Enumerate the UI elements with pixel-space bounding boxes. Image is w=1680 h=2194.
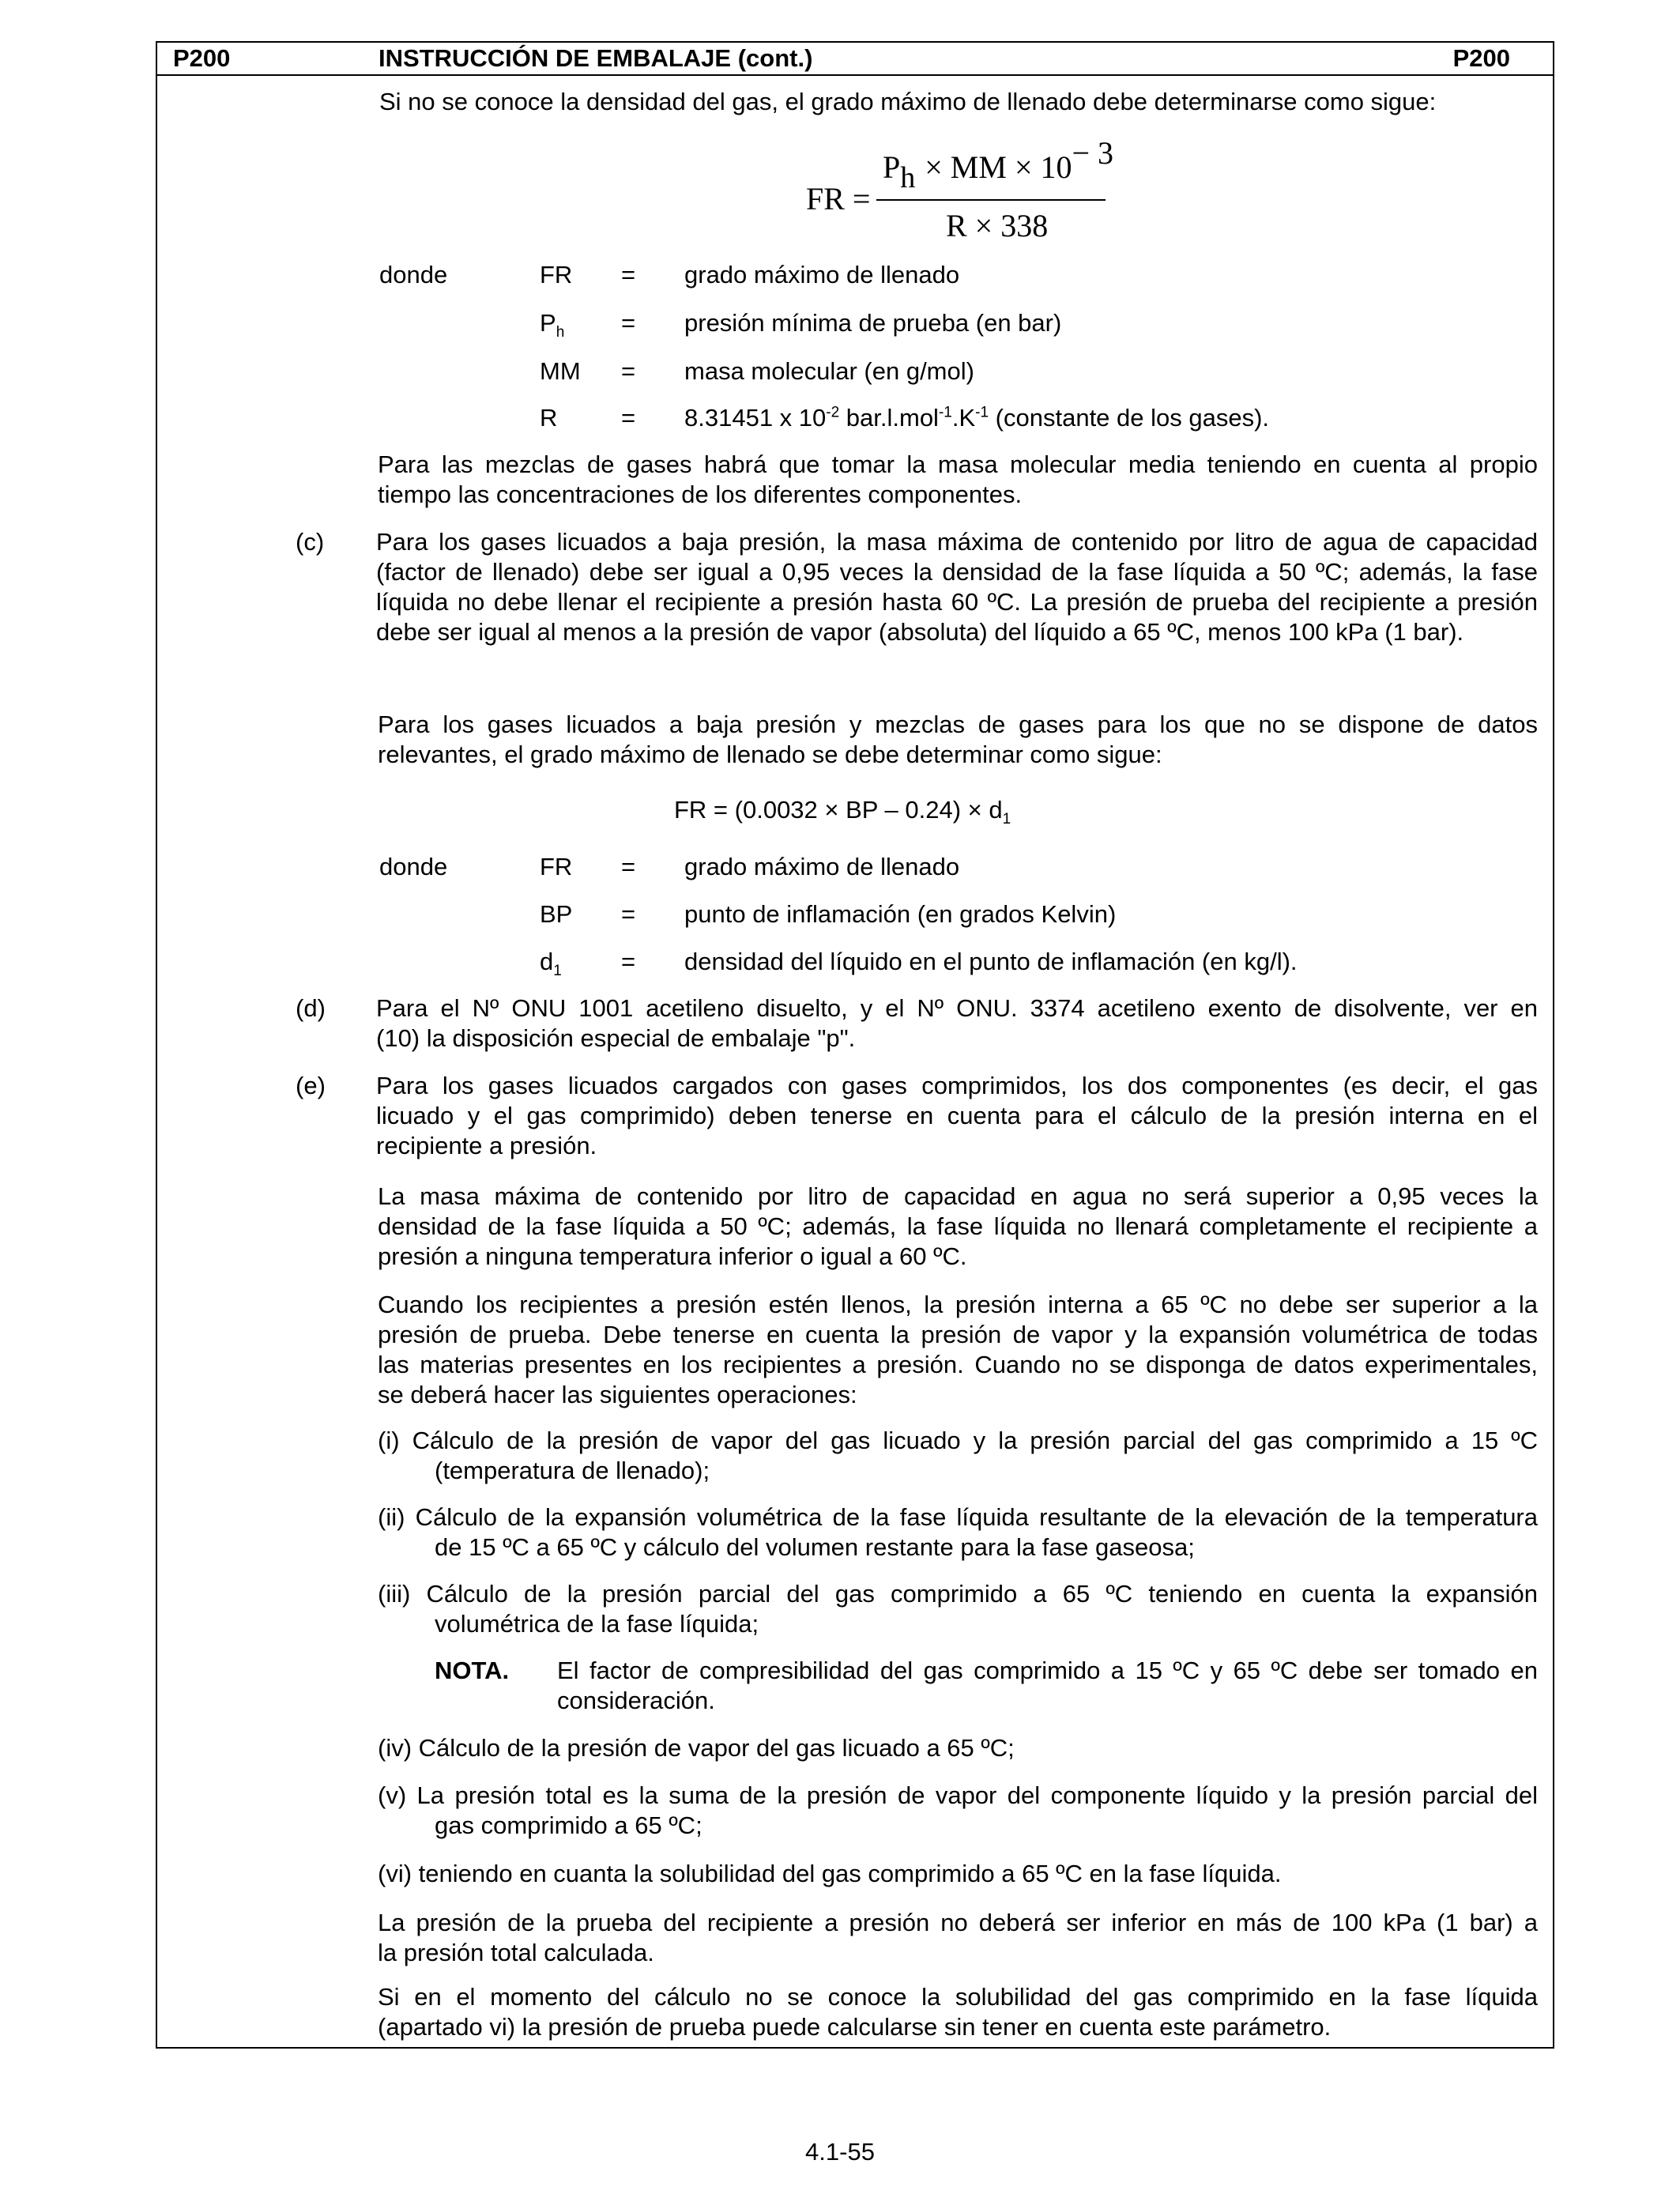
item-d-paragraph: Para el Nº ONU 1001 acetileno disuelto, y el Nº ONU. 3374 acetileno exento de disolvente, ver en (10) la disposición especial de embalaje "p". [376,994,1538,1052]
defs1-desc-fr: grado máximo de llenado [684,261,960,288]
header-code-right: P200 [1452,44,1510,72]
header-code-left: P200 [173,44,231,72]
defs1-sym-mm: MM [540,357,581,385]
formula1-lhs: FR = [806,181,871,217]
defs2-eq: = [621,853,636,880]
defs1-eq: = [621,261,636,288]
defs2-sym-d1: $d_1$ [540,948,562,980]
defs1-eq: = [621,404,636,432]
defs2-eq: = [621,948,636,975]
defs1-eq: = [621,309,636,337]
defs1-sym-ph: $P_h$ [540,309,565,341]
defs1-sym-fr: FR [540,261,573,288]
formula1-h: h [900,161,916,194]
formula1-fraction-line [876,199,1106,201]
lowpressure-paragraph: Para los gases licuados a baja presión y mezclas de gases para los que no se dispone de datos relevantes, el grado máximo de llenado se debe determinar como sigue: [378,711,1538,768]
item-e-paragraph-4: La presión de la prueba del recipiente a presión no deberá ser inferior en más de 100 kPa (1 bar) a la presión total calculada. [378,1909,1538,1966]
defs1-desc-ph: presión mínima de prueba (en bar) [684,309,1062,337]
formula1-exponent: − 3 [1072,135,1114,171]
defs1-sym-r: R [540,404,558,432]
item-d-label: (d) [296,994,326,1022]
table-header [156,41,1554,76]
defs2-desc-bp: punto de inflamación (en grados Kelvin) [684,900,1117,928]
step-v: (v) La presión total es la suma de la presión de vapor del componente líquido y la presión parcial del gas comprimido a 65 ºC; [378,1781,1538,1839]
mixtures-paragraph: Para las mezclas de gases habrá que tomar la masa molecular media teniendo en cuenta al propio tiempo las concentraciones de los diferentes componentes. [378,450,1538,508]
defs2-desc-fr: grado máximo de llenado [684,853,960,880]
defs2-sym-fr: FR [540,853,573,880]
step-i: (i) Cálculo de la presión de vapor del gas licuado y la presión parcial del gas comprimido a 15 ºC (temperatura de llenado); [378,1427,1538,1484]
item-e-paragraph-5: Si en el momento del cálculo no se conoce la solubilidad del gas comprimido en la fase líquida (apartado vi) la presión de prueba puede calcularse sin tener en cuenta este parámetro. [378,1983,1538,2041]
defs1-donde: donde [379,261,448,288]
defs2-sym-bp: BP [540,900,573,928]
defs2-donde: donde [379,853,448,880]
nota-label: NOTA. [435,1657,510,1684]
step-iii: (iii) Cálculo de la presión parcial del gas comprimido a 65 ºC teniendo en cuenta la expansión volumétrica de la fase líquida; [378,1580,1538,1638]
intro-text: Si no se conoce la densidad del gas, el grado máximo de llenado debe determinarse como sigue: [379,88,1437,115]
item-e-paragraph-1: Para los gases licuados cargados con gases comprimidos, los dos componentes (es decir, el gas licuado y el gas comprimido) deben tenerse en cuenta para el cálculo de la presión interna en el recipiente a presión. [376,1072,1538,1159]
formula1-num-rest: × MM × 10 [925,149,1072,185]
formula1-denominator: R × 338 [946,208,1049,243]
defs1-desc-mm: masa molecular (en g/mol) [684,357,974,385]
formula1-p: P [883,149,901,185]
page-number: 4.1-55 [805,2138,875,2166]
defs1-eq: = [621,357,636,385]
formula2: FR = (0.0032 × BP – $0.24) \times d_1$ [674,796,1011,828]
step-ii: (ii) Cálculo de la expansión volumétrica de la fase líquida resultante de la elevación de la temperatura de 15 ºC a 65 ºC y cálculo del volumen restante para la fase gaseosa; [378,1503,1538,1561]
item-e-label: (e) [296,1072,326,1099]
defs2-desc-d1: densidad del líquido en el punto de inflamación (en kg/l). [684,948,1298,975]
item-e-paragraph-2: La masa máxima de contenido por litro de capacidad en agua no será superior a 0,95 veces la densidad de la fase líquida a 50 ºC; además, la fase líquida no llenará completamente el recipiente a presión a ninguna temperatura inferior o igual a 60 ºC. [378,1182,1538,1270]
step-iv: (iv) Cálculo de la presión de vapor del gas licuado a 65 ºC; [378,1734,1015,1762]
step-vi: (vi) teniendo en cuanta la solubilidad del gas comprimido a 65 ºC en la fase líquida. [378,1860,1282,1887]
header-title: INSTRUCCIÓN DE EMBALAJE (cont.) [379,44,813,72]
item-e-paragraph-3: Cuando los recipientes a presión estén llenos, la presión interna a 65 ºC no debe ser superior a la presión de prueba. Debe tenerse en cuenta la presión de vapor y la expansión volumétrica de todas las materias presentes en los recipientes a presión. Cuando no se disponga de datos experimentales, se deberá hacer las siguientes operaciones: [378,1291,1538,1408]
formula1-numerator [883,135,1114,194]
item-c-paragraph: Para los gases licuados a baja presión, la masa máxima de contenido por litro de agua de capacidad (factor de llenado) debe ser igual a 0,95 veces la densidad de la fase líquida a 50 ºC; además, la fase líquida no debe llenar el recipiente a presión hasta 60 ºC. La presión de prueba del recipiente a presión debe ser igual al menos a la presión de vapor (absoluta) del líquido a 65 ºC, menos 100 kPa (1 bar). [376,528,1538,646]
defs1-desc-r: 8.31451 x $10^{-2}$ $bar.l.mol^{-1}.K^{-1}$ (constante de los gases). [684,404,1270,432]
nota-text: El factor de compresibilidad del gas comprimido a 15 ºC y 65 ºC debe ser tomado en consideración. [557,1657,1538,1714]
item-c-label: (c) [296,528,325,556]
defs2-eq: = [621,900,636,928]
